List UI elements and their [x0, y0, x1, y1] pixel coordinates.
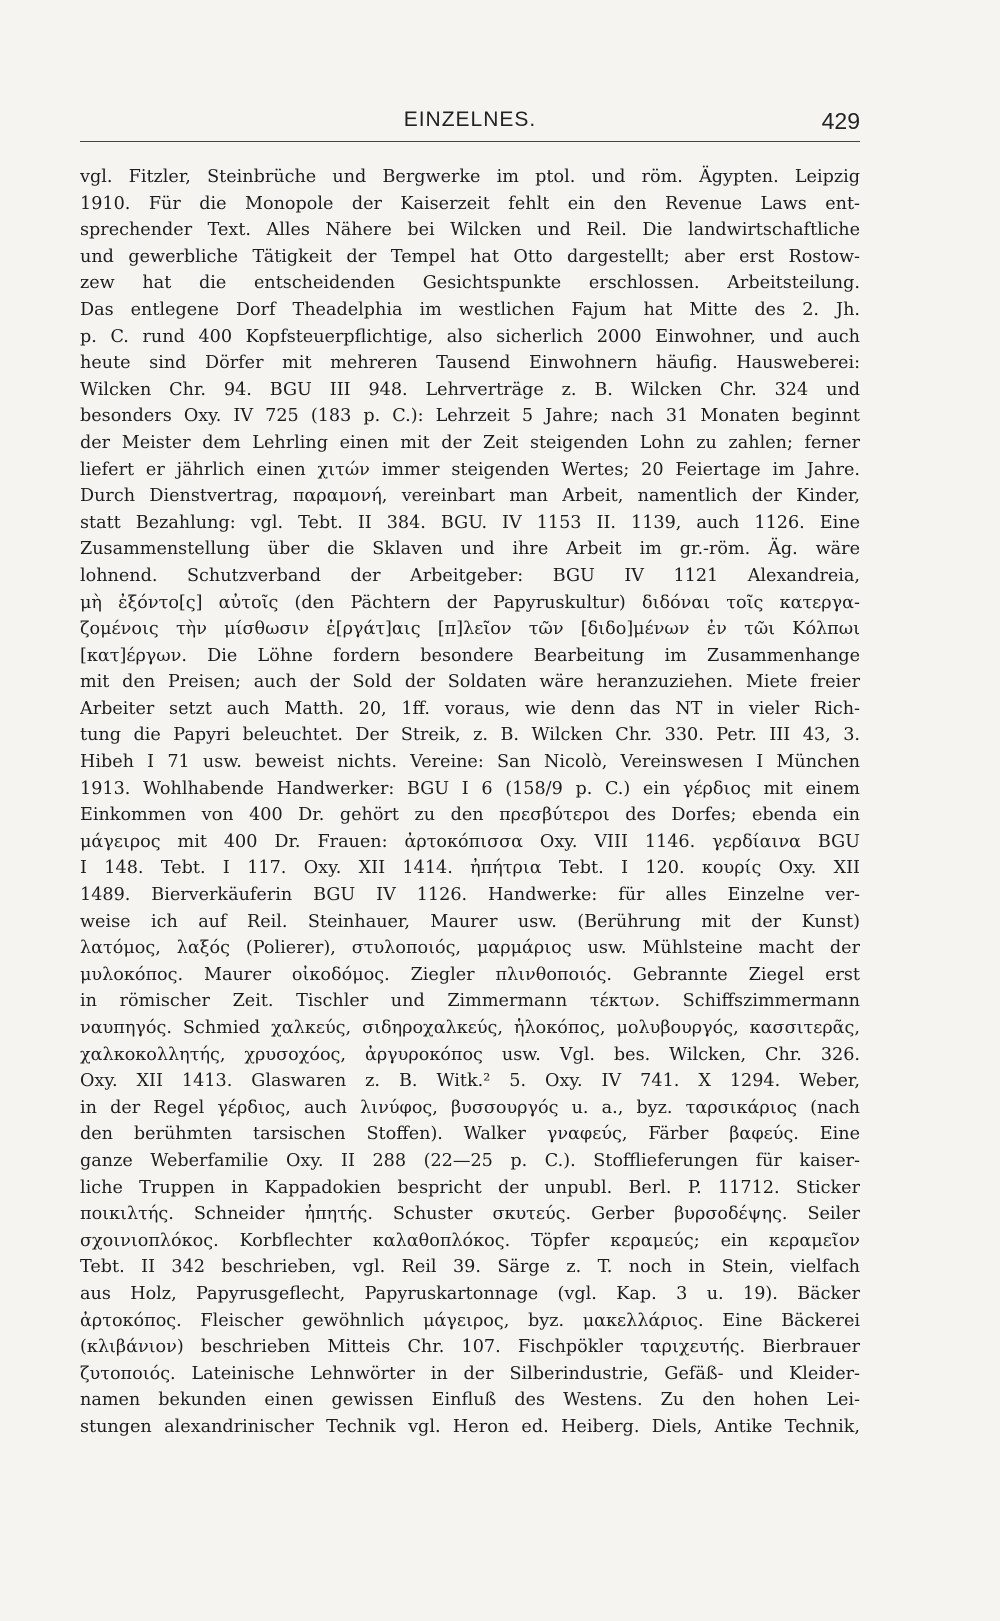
text-line: ναυπηγός. Schmied χαλκεύς, σιδηροχαλκεύς, ἡλοκόπος, μολυβουργός, κασσιτερᾶς,: [80, 1018, 860, 1038]
text-line: Oxy. XII 1413. Glaswaren z. B. Witk.² 5. Oxy. IV 741. X 1294. Weber,: [80, 1071, 860, 1092]
running-title: EINZELNES.: [403, 108, 537, 131]
text-line: lohnend. Schutzverband der Arbeitgeber: BGU IV 1121 Alexandreia,: [80, 565, 860, 586]
text-line: heute sind Dörfer mit mehreren Tausend Einwohnern häufig. Hausweberei:: [80, 353, 860, 374]
text-line: Durch Dienstvertrag, παραμονή, vereinbart man Arbeit, namentlich der Kinder,: [80, 486, 860, 507]
text-line: und gewerbliche Tätigkeit der Tempel hat Otto dargestellt; aber erst Rostow-: [80, 246, 860, 267]
text-line: Hibeh I 71 usw. beweist nichts. Vereine: San Nicolò, Vereinswesen I München: [80, 752, 860, 773]
text-line: 1913. Wohlhabende Handwerker: BGU I 6 (158/9 p. C.) ein γέρδιος mit einem: [80, 778, 860, 799]
header-rule: [80, 141, 860, 142]
text-line: namen bekunden einen gewissen Einfluß des Westens. Zu den hohen Lei-: [80, 1390, 860, 1411]
text-line: Zusammenstellung über die Sklaven und ihre Arbeit im gr.-röm. Äg. wäre: [80, 539, 860, 560]
text-line: ζομένοις τὴν μίσθωσιν ἐ[ργάτ]αις [π]λεῖον τῶν [διδο]μένων ἐν τῶι Κόλπωι: [80, 619, 860, 640]
text-line: 1489. Bierverkäuferin BGU IV 1126. Handwerke: für alles Einzelne ver-: [80, 885, 860, 906]
text-line: ποικιλτής. Schneider ἠπητής. Schuster σκυτεύς. Gerber βυρσοδέψης. Seiler: [80, 1204, 860, 1225]
text-line: den berühmten tarsischen Stoffen). Walker γναφεύς, Färber βαφεύς. Eine: [80, 1124, 860, 1145]
text-line: der Meister dem Lehrling einen mit der Zeit steigenden Lohn zu zahlen; ferner: [80, 432, 860, 453]
text-line: σχοινιοπλόκος. Korbflechter καλαθοπλόκος. Töpfer κεραμεύς; ein κεραμεῖον: [80, 1230, 860, 1251]
text-line: tung die Papyri beleuchtet. Der Streik, z. B. Wilcken Chr. 330. Petr. III 43, 3.: [80, 725, 860, 746]
text-line: weise ich auf Reil. Steinhauer, Maurer usw. (Berührung mit der Kunst): [80, 911, 860, 932]
text-line: ζυτοποιός. Lateinische Lehnwörter in der Silberindustrie, Gefäß- und Kleider-: [80, 1363, 860, 1384]
text-line: in der Regel γέρδιος, auch λινύφος, βυσσουργός u. a., byz. ταρσικάριος (nach: [80, 1097, 860, 1118]
body-text: [80, 164, 860, 1441]
text-line: Wilcken Chr. 94. BGU III 948. Lehrverträge z. B. Wilcken Chr. 324 und: [80, 379, 860, 400]
text-line: Einkommen von 400 Dr. gehört zu den πρεσβύτεροι des Dorfes; ebenda ein: [80, 805, 860, 826]
text-line: liche Truppen in Kappadokien bespricht der unpubl. Berl. P. 11712. Sticker: [80, 1177, 860, 1198]
text-line: ἀρτοκόπος. Fleischer gewöhnlich μάγειρος, byz. μακελλάριος. Eine Bäckerei: [80, 1310, 860, 1331]
page-number: 429: [821, 108, 860, 134]
text-line: 1910. Für die Monopole der Kaiserzeit fehlt ein den Revenue Laws ent-: [80, 193, 860, 214]
text-line: in römischer Zeit. Tischler und Zimmermann τέκτων. Schiffszimmermann: [80, 991, 860, 1012]
text-line: [κατ]έργων. Die Löhne fordern besondere Bearbeitung im Zusammenhange: [80, 645, 860, 666]
text-line: Das entlegene Dorf Theadelphia im westlichen Fajum hat Mitte des 2. Jh.: [80, 299, 860, 320]
text-line: Arbeiter setzt auch Matth. 20, 1ff. voraus, wie denn das NT in vieler Rich-: [80, 698, 860, 719]
text-line: sprechender Text. Alles Nähere bei Wilcken und Reil. Die landwirtschaftliche: [80, 220, 860, 241]
text-line: vgl. Fitzler, Steinbrüche und Bergwerke im ptol. und röm. Ägypten. Leipzig: [80, 167, 860, 187]
text-line: statt Bezahlung: vgl. Tebt. II 384. BGU. IV 1153 II. 1139, auch 1126. Eine: [80, 512, 860, 533]
text-line: λατόμος, λαξός (Polierer), στυλοποιός, μαρμάριος usw. Mühlsteine macht der: [80, 938, 860, 959]
text-line: besonders Oxy. IV 725 (183 p. C.): Lehrzeit 5 Jahre; nach 31 Monaten beginnt: [80, 406, 860, 427]
text-line: p. C. rund 400 Kopfsteuerpflichtige, also sicherlich 2000 Einwohner, und auch: [80, 326, 860, 347]
text-line: (κλιβάνιον) beschrieben Mitteis Chr. 107. Fischpökler ταριχευτής. Bierbrauer: [80, 1337, 860, 1358]
text-line: ganze Weberfamilie Oxy. II 288 (22—25 p. C.). Stofflieferungen für kaiser-: [80, 1150, 860, 1171]
text-line: liefert er jährlich einen χιτών immer steigenden Wertes; 20 Feiertage im Jahre.: [80, 459, 860, 480]
text-line: μυλοκόπος. Maurer οἰκοδόμος. Ziegler πλινθοποιός. Gebrannte Ziegel erst: [80, 964, 860, 985]
text-line: I 148. Tebt. I 117. Oxy. XII 1414. ἠπήτρια Tebt. I 120. κουρίς Oxy. XII: [80, 858, 860, 879]
text-line: μάγειρος mit 400 Dr. Frauen: ἀρτοκόπισσα Oxy. VIII 1146. γερδίαινα BGU: [80, 831, 860, 852]
text-line: stungen alexandrinischer Technik vgl. Heron ed. Heiberg. Diels, Antike Technik,: [80, 1416, 860, 1437]
text-line: mit den Preisen; auch der Sold der Soldaten wäre heranzuziehen. Miete freier: [80, 672, 860, 693]
text-line: χαλκοκολλητής, χρυσοχόος, ἀργυροκόπος usw. Vgl. bes. Wilcken, Chr. 326.: [80, 1044, 860, 1065]
page-header: [80, 104, 860, 140]
text-line: aus Holz, Papyrusgeflecht, Papyruskartonnage (vgl. Kap. 3 u. 19). Bäcker: [80, 1283, 860, 1304]
text-line: zew hat die entscheidenden Gesichtspunkte erschlossen. Arbeitsteilung.: [80, 273, 860, 294]
text-line: Tebt. II 342 beschrieben, vgl. Reil 39. Särge z. T. noch in Stein, vielfach: [80, 1257, 860, 1278]
text-line: μὴ ἐξόντο[ς] αὐτοῖς (den Pächtern der Papyruskultur) διδόναι τοῖς κατεργα-: [80, 592, 860, 613]
